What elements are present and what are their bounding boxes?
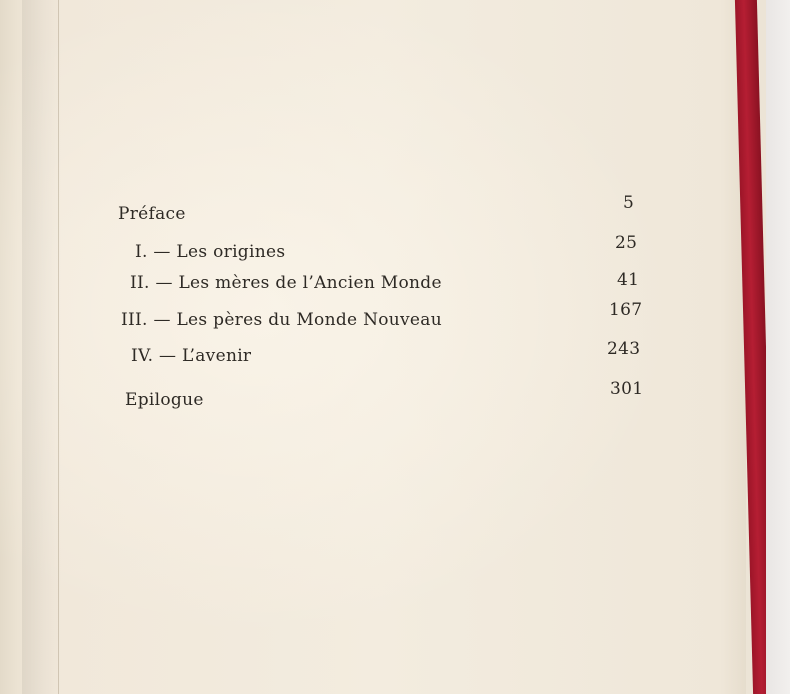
toc-entry-page-preface: 5 — [623, 193, 635, 213]
toc-entry-page-epilogue: 301 — [610, 379, 644, 399]
toc-entry-title-chapter-4: IV. — L’avenir — [131, 346, 252, 366]
toc-entry-title-preface: Préface — [118, 204, 186, 224]
toc-entry-title-epilogue: Epilogue — [125, 390, 204, 410]
toc-entry-page-chapter-3: 167 — [609, 300, 643, 320]
toc-entry-title-chapter-2: II. — Les mères de l’Ancien Monde — [130, 273, 442, 293]
toc-entry-page-chapter-1: 25 — [615, 233, 638, 253]
toc-entry-page-chapter-4: 243 — [607, 339, 641, 359]
toc-entry-title-chapter-1: I. — Les origines — [135, 242, 286, 262]
toc-entry-title-chapter-3: III. — Les pères du Monde Nouveau — [121, 310, 442, 330]
toc-entry-page-chapter-2: 41 — [617, 270, 640, 290]
background-surface — [766, 0, 790, 694]
